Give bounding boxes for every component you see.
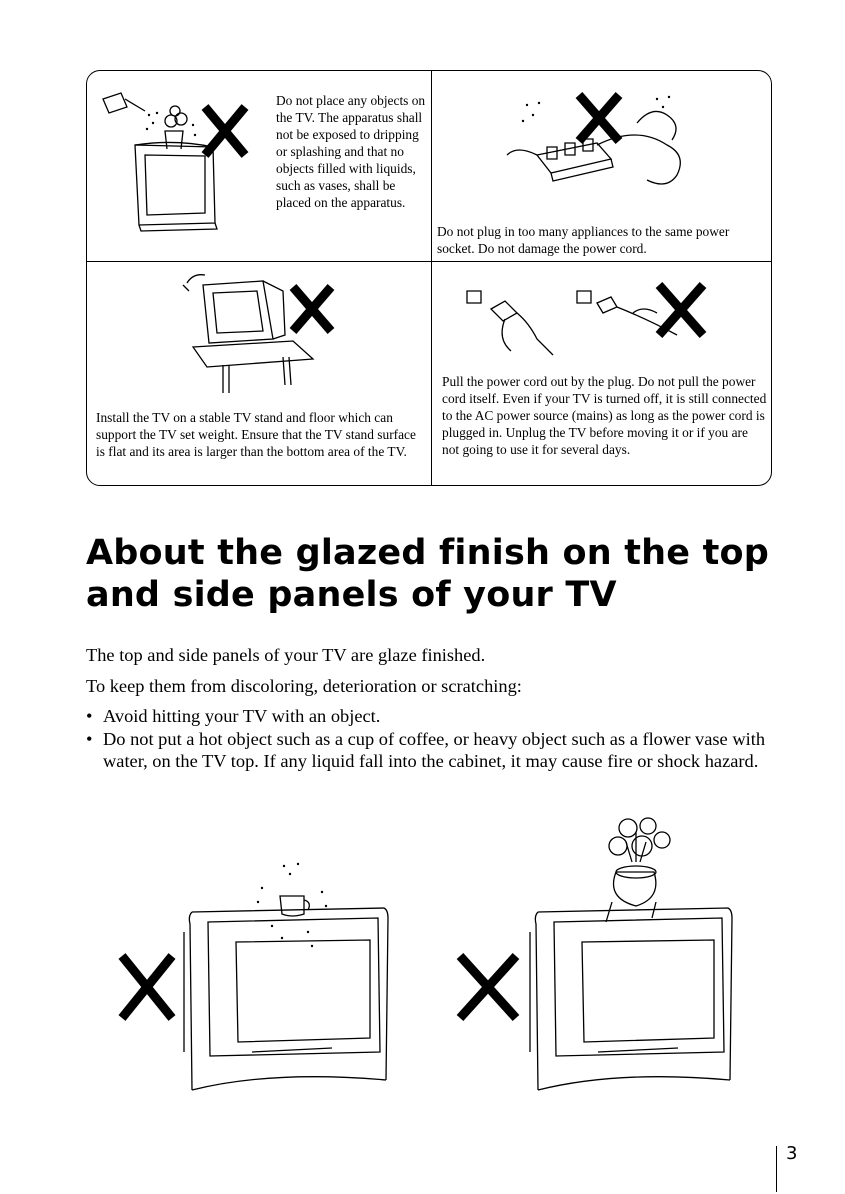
list-item	[86, 705, 776, 727]
lead-text: To keep them from discoloring, deterioration or scratching:	[86, 676, 522, 696]
tv-with-vase-illustration	[95, 85, 275, 245]
page-number-rule	[776, 1146, 777, 1192]
section-title: About the glazed finish on the top and side panels of your TV	[86, 533, 770, 615]
bullet-icon: •	[86, 706, 93, 726]
list-item-text: Avoid hitting your TV with an object.	[103, 706, 381, 726]
tv-with-coffee-cup-illustration	[112, 852, 402, 1092]
warning-no-objects-on-tv: Do not place any objects on the TV. The apparatus shall not be exposed to dripping or splashing and that no objects filled with liquids, such as vases, shall be placed on the apparatus.	[276, 93, 426, 210]
warning-power-socket: Do not plug in too many appliances to the same power socket. Do not damage the power cord.	[437, 224, 730, 256]
intro-text: The top and side panels of your TV are glaze finished.	[86, 645, 486, 665]
warning-pull-plug: Pull the power cord out by the plug. Do not pull the power cord itself. Even if your TV is turned off, it is still connected to the AC power source (mains) as long as the power cord is plugged in. Unplug the TV before moving it or if you are not going to use it for several days.	[442, 374, 767, 457]
prohibited-x-icon	[659, 285, 703, 335]
list-item	[86, 728, 776, 772]
prohibited-x-icon	[460, 956, 516, 1018]
bullet-icon: •	[86, 729, 93, 749]
tv-with-flower-vase-illustration	[456, 802, 746, 1092]
prohibited-x-icon	[205, 107, 245, 155]
page-number: 3	[786, 1143, 798, 1164]
prohibited-x-icon	[122, 956, 172, 1018]
tv-on-stand-illustration	[163, 269, 363, 399]
prohibited-x-icon	[293, 287, 331, 331]
divider-vertical	[431, 71, 432, 485]
warning-stable-stand: Install the TV on a stable TV stand and floor which can support the TV set weight. Ensure that the TV stand surface is flat and its area is larger than the bottom area of the TV.	[96, 410, 416, 459]
divider-horizontal	[87, 261, 771, 262]
overloaded-power-strip-illustration	[497, 85, 717, 205]
pull-plug-illustration	[457, 279, 727, 369]
prohibited-x-icon	[579, 95, 619, 141]
safety-warnings-box	[86, 70, 772, 486]
list-item-text: Do not put a hot object such as a cup of coffee, or heavy object such as a flower vase with water, on the TV top. If any liquid fall into the cabinet, it may cause fire or shock hazard.	[103, 729, 766, 771]
